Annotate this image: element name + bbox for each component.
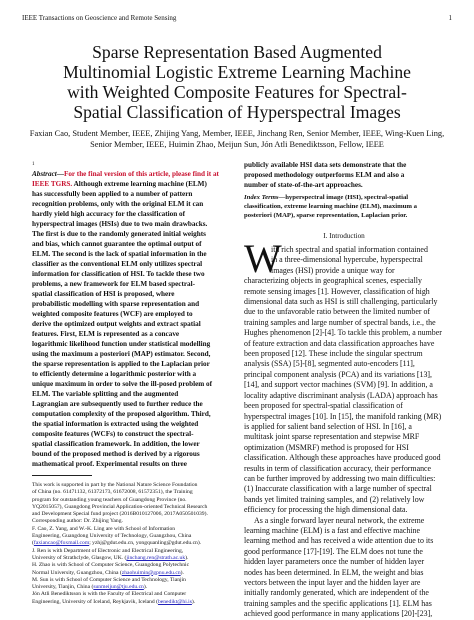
body-line: classification. Although these approaches have produced good [244, 453, 441, 463]
abstract-dash: — [56, 170, 64, 178]
body-line: nodes has been determined. In ELM, the weight and bias [244, 567, 424, 577]
abstract-line: The first is due to the randomly generated initial weights [32, 230, 206, 238]
body-line: learning machine (ELM) is a fast and effective machine [244, 525, 421, 535]
page-number: 1 [448, 14, 452, 22]
abstract-line: mathematical proof. Experimental results on three [32, 460, 187, 468]
body-line: vectors between the input layer and the hidden layer are [244, 578, 421, 587]
title-line: Sparse Representation Based Augmented [92, 42, 382, 62]
body-line: training samples and the specific applications [1]. ELM has [244, 598, 432, 608]
abstract-line: recognition problems, only with the original ELM it can [32, 200, 204, 208]
abstract-line: and bias, which cannot guarantee the optimal output of [32, 240, 202, 248]
email-link[interactable]: jinchang.ren@strath.ac.uk [126, 554, 186, 561]
abstract-line: computation complexity of the proposed algorithm. Third, [32, 410, 211, 418]
footnote-line: F. Cao, Z. Yang, and W.-K. Ling are with School of Information [32, 525, 176, 532]
body-line: due to the unfavorable ratio between the limited number of [244, 307, 431, 317]
footnotes [32, 482, 228, 606]
abstract-line: to efficiently determine a logarithmic posterior with a [32, 370, 197, 378]
abstract-line: hardly yield high accuracy for the classification of [32, 210, 185, 218]
body-line: can be further improved by addressing two main difficulties: [244, 473, 436, 483]
abstract-line: spatial classification framework. In addition, the lower [32, 440, 200, 448]
index-terms [244, 193, 444, 220]
body-line: results in term of classification accuracy, their performance [244, 463, 432, 473]
body-line: dimensional data such as HSI is still challenging, particularly [244, 297, 438, 307]
title-line: with Weighted Composite Features for Spectral- [67, 82, 407, 102]
footnote-line: H. Zhao is with School of Computer Science, Guangdong Polytechnic [32, 562, 190, 569]
body-line: images (HSI) provide a unique way for [271, 265, 395, 275]
final-version-note: For the final version of this article, please find it at [63, 170, 219, 178]
body-line: hidden layer parameters once the number of hidden layer [244, 557, 425, 567]
section-heading: I. Introduction [323, 232, 365, 240]
body-line: good performance [17]-[19]. The ELM does not tune the [244, 546, 423, 556]
body-line: optimization (MSMRF) method is proposed for HSI [244, 442, 409, 452]
email-link[interactable]: benedikt@hi.is [157, 598, 192, 605]
footnote-line: YQ2015057), Guangdong Provincial Application-oriented Technical Research [32, 503, 208, 510]
abstract-line: probabilistic modelling with sparse representation and [32, 300, 200, 308]
abstract-line: composite features (WCFs) to construct the spectral- [32, 430, 194, 438]
body-line: efficiency for processing the high dimensional data. [244, 505, 408, 515]
abstract-line: spatial classification of HSI is proposed, where [32, 290, 175, 298]
body-line: training samples and large number of spectral bands, i.e., the [244, 317, 436, 327]
footnote-line: Engineering, Guangdong University of Technology, Guangzhou, China [32, 533, 192, 540]
footnote-line: University of Strathclyde, Glasgow, UK. (jinchang.ren@strath.ac.uk). [32, 554, 189, 561]
abstract-line: ELM. The second is the lack of spatial information in the [32, 250, 207, 258]
body-line: been proposed [12]. These include the singular spectrum [244, 349, 423, 359]
intro-paragraph-1 [244, 276, 444, 515]
footnote-line: Corresponding author: Dr. Zhijing Yang. [32, 518, 123, 525]
abstract-line: unique maximum in order to solve the ill-posed problem of [32, 380, 213, 388]
body-line: of feature extraction and data classification approaches have [244, 338, 435, 348]
abstract-line: derive the optimized output weights and extract spatial [32, 320, 201, 328]
abstract-line: Lagrangian are subsequently used to further reduce the [32, 400, 203, 408]
author-list [20, 128, 454, 150]
journal-link[interactable]: IEEE TGRS. [32, 180, 73, 188]
abstract-label: Abstract [32, 170, 57, 178]
abstract-line: the spatial information is extracted using the weighted [32, 420, 199, 428]
footnote-line: J. Ren is with Department of Electronic and Electrical Engineering, [32, 547, 184, 554]
index-terms-line: classification, extreme learning machine (ELM), maximum a [244, 203, 417, 210]
abstract-line: ELM. The variable splitting and the augmented [32, 390, 179, 398]
body-line: As a single forward layer neural network, the extreme [254, 515, 425, 525]
abstract-line: problems, a new framework for ELM based spectral- [32, 280, 196, 288]
footnote-line: and Development Special fund project (2016B010127006, 2017A050501039). [32, 511, 208, 518]
abstract-line: bound of the proposed method is derived by a rigorous [32, 450, 200, 458]
body-line: locality adaptive discriminant analysis (LADA) approach has [244, 390, 438, 400]
abstract-line: features. First, ELM is represented as a concave [32, 330, 180, 338]
abstract-line: using the maximum a posteriori (MAP) estimator. Second, [32, 350, 211, 358]
author-line: Faxian Cao, Student Member, IEEE, Zhijing Yang, Member, IEEE, Jinchang Ren, Senior Member, IEEE, Wing-Kuen Ling, [29, 129, 445, 138]
body-line: multitask joint sparse representation and stepwise MRF [244, 432, 420, 442]
footnote-marker: 1 [32, 162, 35, 167]
abstract-line: classifier as the conventional ELM only utilizes spectral [32, 260, 203, 268]
email-link[interactable]: sunmeijun@tju.edu.cn [93, 584, 144, 591]
footnote-line: This work is supported in part by the National Nature Science Foundation [32, 482, 198, 488]
body-line: bands yet limited training samples, and (2) relatively low [244, 494, 425, 504]
footnote-line: of China (no. 61471132, 61372173, 61672008, 61572351), the Training [32, 489, 193, 496]
footnote-line: program for outstanding young teachers of Guangdong Province (no. [32, 496, 187, 503]
abstract-line: number of state-of-the-art approaches. [244, 181, 363, 189]
index-terms-label: Index Terms [244, 194, 279, 201]
index-terms-text: hyperspectral image (HSI), spectral-spatial [285, 194, 409, 201]
abstract-body [32, 189, 228, 469]
footnote-line: M. Sun is with School of Computer Science and Technology, Tianjin [32, 576, 186, 583]
email-link[interactable]: faxiancao@foxmail.com [33, 540, 90, 547]
body-line: characterizing objects in geographical scenes, especially [244, 276, 422, 286]
index-terms-dash: — [278, 194, 286, 201]
author-line: Senior Member, IEEE, Huimin Zhao, Meijun Sun, Jón Atli Benediktsson, Fellow, IEEE [90, 140, 384, 149]
abstract-text: Although extreme learning machine (ELM) [72, 180, 207, 188]
abstract-line: information for classification of HSI. To tackle these two [32, 270, 205, 278]
body-line: remote sensing images [1]. However, classification of high [244, 286, 430, 296]
drop-cap: W [244, 236, 282, 281]
body-line: analysis (SSA) [5]-[8], segmented auto-encoders [11], [244, 359, 415, 369]
footnote-line: Engineering, University of Iceland, Reykjavik, Iceland (benedikt@hi.is). [32, 598, 196, 605]
running-header [22, 14, 452, 26]
body-line: principal component analysis (PCA) and its variations [13], [244, 369, 433, 379]
body-line: ith rich spectral and spatial information contained [271, 245, 428, 254]
abstract-line: logarithmic likelihood function under statistical modelling [32, 340, 211, 348]
abstract-continuation [244, 160, 444, 190]
abstract-line: the sparse representation is applied to the Laplacian prior [32, 360, 210, 368]
abstract-line-2 [32, 179, 228, 189]
abstract-line: publicly available HSI data sets demonstrate that the [244, 161, 407, 169]
abstract [32, 169, 228, 469]
abstract-line: proposed methodology outperforms ELM and also a [244, 171, 405, 179]
index-terms-line [244, 193, 444, 202]
footnote-line: (faxiancao@foxmail.com; yzhj@gdut.edu.cn, yongquanling@gdut.edu.cn). [32, 540, 202, 547]
journal-name: IEEE Transactions on Geoscience and Remote Sensing [22, 14, 177, 22]
index-terms-line: posteriori (MAP), sparse representation, Laplacian prior. [244, 212, 408, 219]
left-column [32, 160, 228, 606]
right-column [244, 160, 444, 620]
abstract-line: has successfully been applied to a number of pattern [32, 190, 193, 198]
body-line: [14], and support vector machines (SVM) [9]. In addition, a [244, 380, 433, 390]
abstract-line: hyperspectral images (HSIs) due to two main drawbacks. [32, 220, 208, 228]
body-line: been proposed for spectral-spatial classification of [244, 401, 403, 411]
body-line: is applied for salient band selection of HSI. In [16], a [244, 421, 412, 431]
title-line: Spatial Classification of Hyperspectral Images [73, 102, 401, 122]
body-line: hyperspectral images [10]. In [15], the manifold ranking (MR) [244, 411, 442, 421]
paper-title [20, 42, 454, 122]
footnote-rule [32, 475, 92, 476]
body-line: Hughes phenomenon [2]-[4]. To tackle this problem, a number [244, 328, 442, 338]
footnote-line: University, Tianjin, China (sunmeijun@tju.edu.cn). [32, 584, 148, 591]
footnote-line: Normal University, Guangzhou, China (zhaohuimin@gpnu.edu.cn). [32, 569, 184, 576]
footnote-line: Jón Atli Benediktsson is with the Faculty of Electrical and Computer [32, 591, 187, 598]
intro-paragraph-2 [244, 516, 444, 620]
body-line: in a three-dimensional hypercube, hyperspectral [271, 255, 423, 265]
body-line: (1) Inaccurate classification with a large number of spectral [244, 484, 432, 494]
email-link[interactable]: zhaohuimin@gpnu.edu.cn [121, 569, 181, 576]
abstract-line-1 [32, 169, 228, 179]
body-line: achieved good performance in many applications [20]-[23], [244, 609, 433, 619]
title-line: Multinomial Logistic Extreme Learning Machine [63, 62, 411, 82]
abstract-line: weighted composite features (WCF) are employed to [32, 310, 193, 318]
body-line: initially randomly generated, which are independent of the [244, 588, 429, 598]
body-line: learning method and has received a wide attention due to its [244, 536, 434, 546]
